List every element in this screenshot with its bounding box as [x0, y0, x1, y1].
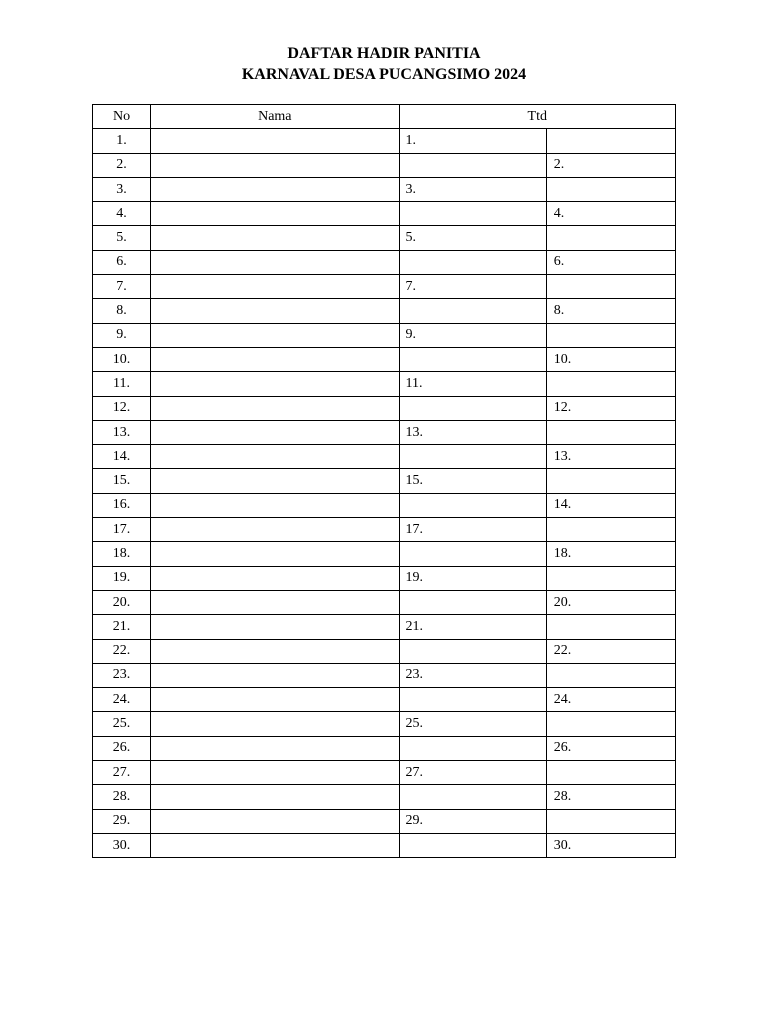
table-row	[93, 153, 676, 177]
signature-field-right[interactable]	[546, 761, 675, 785]
header-ttd: Ttd	[399, 105, 676, 129]
signature-field-left[interactable]: 9.	[399, 323, 546, 347]
name-field[interactable]	[151, 566, 399, 590]
signature-field-left[interactable]: 1.	[399, 129, 546, 153]
name-field[interactable]	[151, 299, 399, 323]
signature-field-left[interactable]	[399, 688, 546, 712]
table-row	[93, 688, 676, 712]
row-number: 25.	[93, 712, 151, 736]
table-row	[93, 202, 676, 226]
signature-field-left[interactable]: 7.	[399, 275, 546, 299]
table-row	[93, 372, 676, 396]
signature-field-right[interactable]: 13.	[546, 445, 675, 469]
name-field[interactable]	[151, 177, 399, 201]
table-row	[93, 809, 676, 833]
name-field[interactable]	[151, 590, 399, 614]
name-field[interactable]	[151, 809, 399, 833]
signature-field-left[interactable]	[399, 250, 546, 274]
table-row	[93, 712, 676, 736]
signature-field-right[interactable]	[546, 177, 675, 201]
name-field[interactable]	[151, 323, 399, 347]
name-field[interactable]	[151, 396, 399, 420]
name-field[interactable]	[151, 129, 399, 153]
name-field[interactable]	[151, 469, 399, 493]
table-row	[93, 323, 676, 347]
signature-field-right[interactable]: 10.	[546, 347, 675, 371]
signature-field-right[interactable]: 4.	[546, 202, 675, 226]
name-field[interactable]	[151, 420, 399, 444]
name-field[interactable]	[151, 153, 399, 177]
table-row	[93, 299, 676, 323]
name-field[interactable]	[151, 615, 399, 639]
signature-field-left[interactable]: 3.	[399, 177, 546, 201]
row-number: 5.	[93, 226, 151, 250]
signature-field-right[interactable]	[546, 615, 675, 639]
table-row	[93, 493, 676, 517]
signature-field-left[interactable]	[399, 445, 546, 469]
signature-field-right[interactable]	[546, 226, 675, 250]
name-field[interactable]	[151, 712, 399, 736]
signature-field-right[interactable]	[546, 323, 675, 347]
signature-field-right[interactable]: 6.	[546, 250, 675, 274]
signature-field-left[interactable]	[399, 299, 546, 323]
row-number: 8.	[93, 299, 151, 323]
row-number: 21.	[93, 615, 151, 639]
signature-field-left[interactable]	[399, 493, 546, 517]
signature-field-right[interactable]: 24.	[546, 688, 675, 712]
name-field[interactable]	[151, 542, 399, 566]
name-field[interactable]	[151, 785, 399, 809]
row-number: 22.	[93, 639, 151, 663]
signature-field-right[interactable]: 20.	[546, 590, 675, 614]
signature-field-left[interactable]: 21.	[399, 615, 546, 639]
row-number: 6.	[93, 250, 151, 274]
signature-field-left[interactable]	[399, 396, 546, 420]
signature-field-right[interactable]: 30.	[546, 833, 675, 857]
row-number: 12.	[93, 396, 151, 420]
signature-field-left[interactable]: 15.	[399, 469, 546, 493]
row-number: 1.	[93, 129, 151, 153]
row-number: 24.	[93, 688, 151, 712]
signature-field-right[interactable]: 28.	[546, 785, 675, 809]
header-nama: Nama	[151, 105, 399, 129]
table-row	[93, 615, 676, 639]
row-number: 10.	[93, 347, 151, 371]
row-number: 28.	[93, 785, 151, 809]
signature-field-right[interactable]: 8.	[546, 299, 675, 323]
table-row	[93, 469, 676, 493]
row-number: 19.	[93, 566, 151, 590]
name-field[interactable]	[151, 518, 399, 542]
signature-field-left[interactable]: 29.	[399, 809, 546, 833]
signature-field-left[interactable]	[399, 202, 546, 226]
table-row	[93, 226, 676, 250]
signature-field-right[interactable]	[546, 518, 675, 542]
name-field[interactable]	[151, 275, 399, 299]
signature-field-right[interactable]	[546, 712, 675, 736]
signature-field-right[interactable]	[546, 275, 675, 299]
name-field[interactable]	[151, 250, 399, 274]
signature-field-right[interactable]: 26.	[546, 736, 675, 760]
row-number: 23.	[93, 663, 151, 687]
name-field[interactable]	[151, 493, 399, 517]
signature-field-left[interactable]: 23.	[399, 663, 546, 687]
signature-field-left[interactable]	[399, 833, 546, 857]
row-number: 4.	[93, 202, 151, 226]
table-row	[93, 129, 676, 153]
row-number: 29.	[93, 809, 151, 833]
row-number: 15.	[93, 469, 151, 493]
signature-field-right[interactable]	[546, 663, 675, 687]
signature-field-left[interactable]: 17.	[399, 518, 546, 542]
signature-field-left[interactable]	[399, 347, 546, 371]
signature-field-right[interactable]	[546, 372, 675, 396]
signature-field-right[interactable]: 14.	[546, 493, 675, 517]
signature-field-right[interactable]: 18.	[546, 542, 675, 566]
signature-field-left[interactable]: 19.	[399, 566, 546, 590]
row-number: 9.	[93, 323, 151, 347]
table-row	[93, 639, 676, 663]
table-header-row	[93, 105, 676, 129]
name-field[interactable]	[151, 372, 399, 396]
name-field[interactable]	[151, 445, 399, 469]
table-row	[93, 761, 676, 785]
document-title: DAFTAR HADIR PANITIA	[287, 45, 481, 62]
document-subtitle: KARNAVAL DESA PUCANGSIMO 2024	[241, 66, 527, 83]
table-row	[93, 518, 676, 542]
table-row	[93, 736, 676, 760]
table-row	[93, 275, 676, 299]
signature-field-left[interactable]	[399, 590, 546, 614]
signature-field-right[interactable]	[546, 129, 675, 153]
row-number: 7.	[93, 275, 151, 299]
table-row	[93, 250, 676, 274]
table-row	[93, 177, 676, 201]
row-number: 17.	[93, 518, 151, 542]
row-number: 27.	[93, 761, 151, 785]
signature-field-left[interactable]: 13.	[399, 420, 546, 444]
signature-field-left[interactable]	[399, 785, 546, 809]
table-row	[93, 566, 676, 590]
signature-field-right[interactable]	[546, 469, 675, 493]
signature-field-left[interactable]: 27.	[399, 761, 546, 785]
signature-field-left[interactable]	[399, 639, 546, 663]
signature-field-right[interactable]: 22.	[546, 639, 675, 663]
name-field[interactable]	[151, 833, 399, 857]
signature-field-left[interactable]: 25.	[399, 712, 546, 736]
signature-field-left[interactable]	[399, 542, 546, 566]
signature-field-left[interactable]: 11.	[399, 372, 546, 396]
table-row	[93, 542, 676, 566]
table-row	[93, 663, 676, 687]
table-row	[93, 420, 676, 444]
signature-field-right[interactable]	[546, 809, 675, 833]
signature-field-right[interactable]	[546, 420, 675, 444]
row-number: 18.	[93, 542, 151, 566]
row-number: 3.	[93, 177, 151, 201]
row-number: 26.	[93, 736, 151, 760]
row-number: 16.	[93, 493, 151, 517]
signature-field-left[interactable]	[399, 736, 546, 760]
name-field[interactable]	[151, 663, 399, 687]
name-field[interactable]	[151, 347, 399, 371]
row-number: 11.	[93, 372, 151, 396]
table-row	[93, 785, 676, 809]
name-field[interactable]	[151, 226, 399, 250]
signature-field-left[interactable]	[399, 153, 546, 177]
table-row	[93, 347, 676, 371]
name-field[interactable]	[151, 736, 399, 760]
row-number: 30.	[93, 833, 151, 857]
row-number: 13.	[93, 420, 151, 444]
table-row	[93, 396, 676, 420]
signature-field-right[interactable]: 2.	[546, 153, 675, 177]
signature-field-left[interactable]: 5.	[399, 226, 546, 250]
table-row	[93, 445, 676, 469]
attendance-table	[92, 104, 676, 858]
header-no: No	[93, 105, 151, 129]
row-number: 20.	[93, 590, 151, 614]
table-row	[93, 590, 676, 614]
name-field[interactable]	[151, 761, 399, 785]
signature-field-right[interactable]: 12.	[546, 396, 675, 420]
name-field[interactable]	[151, 202, 399, 226]
row-number: 2.	[93, 153, 151, 177]
table-row	[93, 833, 676, 857]
name-field[interactable]	[151, 688, 399, 712]
name-field[interactable]	[151, 639, 399, 663]
signature-field-right[interactable]	[546, 566, 675, 590]
row-number: 14.	[93, 445, 151, 469]
